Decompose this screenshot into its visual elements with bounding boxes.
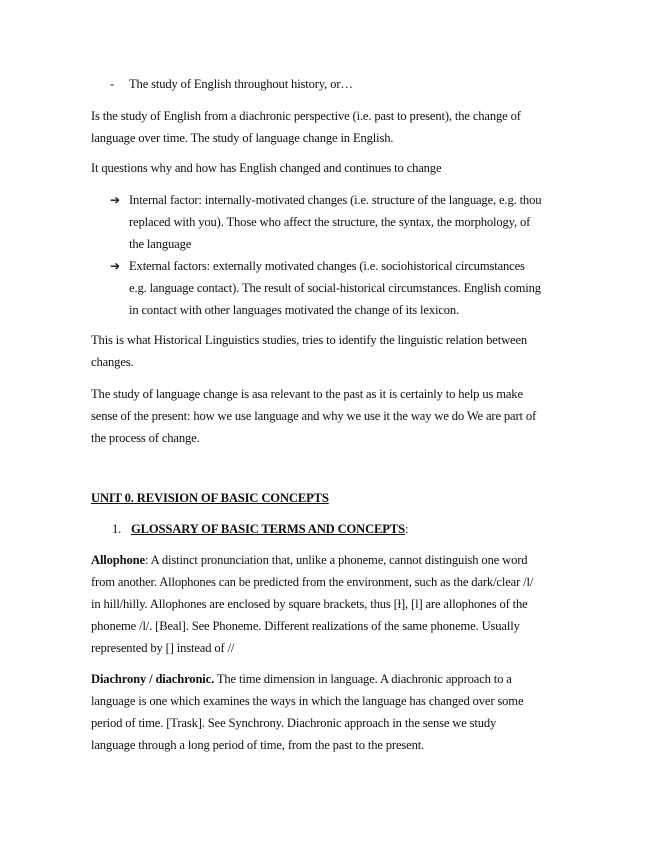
bullet-text: The study of English throughout history, or…: [129, 77, 353, 91]
arrow-item2-line2: e.g. language contact). The result of social-historical circumstances. English coming: [129, 281, 541, 295]
section-number: 1.: [112, 522, 122, 536]
unit-heading: UNIT 0. REVISION OF BASIC CONCEPTS: [91, 491, 329, 505]
glossary-diachrony-line3: period of time. [Trask]. See Synchrony. Diachronic approach in the sense we study: [91, 716, 497, 730]
arrow-bullet-icon: ➔: [110, 193, 120, 207]
para1-line1: Is the study of English from a diachronic perspective (i.e. past to present), the change of: [91, 109, 521, 123]
glossary-allophone-line2: from another. Allophones can be predicted from the environment, such as the dark/clear /l/: [91, 575, 534, 589]
para1-line2: language over time. The study of language change in English.: [91, 131, 394, 145]
arrow-item1-line3: the language: [129, 237, 192, 251]
glossary-diachrony-line2: language is one which examines the ways in which the language has changed over some: [91, 694, 524, 708]
arrow-item2-line3: in contact with other languages motivated the change of its lexicon.: [129, 303, 460, 317]
glossary-term-allophone: Allophone: [91, 553, 145, 567]
glossary-allophone-line5: represented by [] instead of //: [91, 641, 235, 655]
section-title-tail: :: [404, 522, 409, 536]
glossary-diachrony-line1: [91, 671, 512, 687]
glossary-allophone-def-start: : A distinct pronunciation that, unlike a phoneme, cannot distinguish one word: [144, 553, 528, 567]
arrow-item1-line1: Internal factor: internally-motivated changes (i.e. structure of the language, e.g. thou: [129, 193, 542, 207]
glossary-allophone-line4: phoneme /l/. [Beal]. See Phoneme. Different realizations of the same phoneme. Usually: [91, 619, 520, 633]
para4-line1: The study of language change is asa relevant to the past as it is certainly to help us make: [91, 387, 523, 401]
glossary-term-diachrony: Diachrony / diachronic.: [91, 672, 215, 686]
glossary-allophone-line3: in hill/hilly. Allophones are enclosed by square brackets, thus [ɫ], [l] are allophones of the: [91, 597, 528, 611]
glossary-allophone-line1: [91, 552, 527, 568]
section-heading: [131, 521, 408, 537]
glossary-diachrony-line4: language through a long period of time, from the past to the present.: [91, 738, 425, 752]
dash-bullet-marker: -: [110, 77, 115, 91]
arrow-item1-line2: replaced with you). Those who affect the structure, the syntax, the morphology, of: [129, 215, 531, 229]
arrow-bullet-icon: ➔: [110, 259, 120, 273]
glossary-diachrony-def-start: The time dimension in language. A diachronic approach to a: [214, 672, 512, 686]
section-title: GLOSSARY OF BASIC TERMS AND CONCEPTS: [131, 522, 405, 536]
para4-line3: the process of change.: [91, 431, 200, 445]
para3-line1: This is what Historical Linguistics studies, tries to identify the linguistic relation between: [91, 333, 528, 347]
arrow-item2-line1: External factors: externally motivated changes (i.e. sociohistorical circumstances: [129, 259, 525, 273]
para2-line1: It questions why and how has English changed and continues to change: [91, 161, 442, 175]
para4-line2: sense of the present: how we use language and why we use it the way we do We are part of: [91, 409, 537, 423]
para3-line2: changes.: [91, 355, 134, 369]
